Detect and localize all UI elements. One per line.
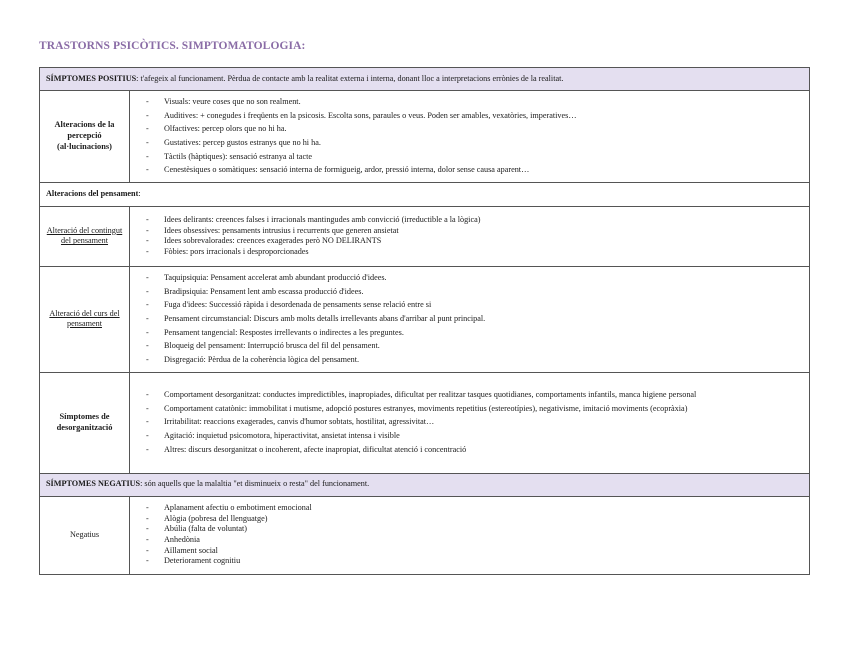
list-item: - Olfactives: percep olors que no hi ha. <box>146 124 805 135</box>
list-item: - Abúlia (falta de voluntat) <box>146 524 805 535</box>
list-item: - Fòbies: pors irracionals i desproporcionades <box>146 247 805 258</box>
content-thought-label-cell <box>40 206 130 266</box>
perception-label: Alteracions de la percepció (al·lucinacions) <box>40 91 130 183</box>
positive-description: : t'afegeix al funcionament. Pèrdua de contacte amb la realitat externa i interna, donant lloc a interpretacions errònies de la realitat. <box>136 73 564 83</box>
list-item: - Bloqueig del pensament: Interrupció brusca del fil del pensament. <box>146 341 805 352</box>
list-item: - Altres: discurs desorganitzat o incoherent, afecte inapropiat, dificultat atenció i concentració <box>146 445 805 456</box>
negative-description: : són aquells que la malaltia "et disminueix o resta" del funcionament. <box>140 479 370 489</box>
disorganization-list <box>146 390 805 455</box>
list-item: - Gustatives: percep gustos estranys que no hi ha. <box>146 138 805 149</box>
negative-heading: SÍMPTOMES NEGATIUS <box>46 479 141 489</box>
list-item: - Idees obsessives: pensaments intrusius i recurrents que generen ansietat <box>146 226 805 237</box>
content-thought-content <box>130 206 810 266</box>
course-thought-list <box>146 273 805 366</box>
disorganization-label: Símptomes de desorganització <box>40 372 130 473</box>
list-item: - Pensament tangencial: Respostes irrellevants o indirectes a les preguntes. <box>146 328 805 339</box>
negatius-content <box>130 496 810 574</box>
negative-header-row <box>40 473 810 496</box>
thought-header-row <box>40 182 810 206</box>
course-thought-label-cell <box>40 266 130 372</box>
list-item: - Anhedònia <box>146 535 805 546</box>
list-item: - Alògia (pobresa del llenguatge) <box>146 514 805 525</box>
list-item: - Auditives: + conegudes i freqüents en la psicosis. Escolta sons, paraules o veus. Poden ser amables, vexatòries, imperatives… <box>146 111 805 122</box>
list-item: - Aïllament social <box>146 546 805 557</box>
content-thought-row <box>40 206 810 266</box>
list-item: - Taquipsiquia: Pensament accelerat amb abundant producció d'idees. <box>146 273 805 284</box>
negatius-list <box>146 503 805 567</box>
list-item: - Bradipsiquia: Pensament lent amb escassa producció d'idees. <box>146 287 805 298</box>
list-item: - Disgregació: Pèrdua de la coherència lògica del pensament. <box>146 355 805 366</box>
page-title: TRASTORNS PSICÒTICS. SIMPTOMATOLOGIA: <box>39 40 306 52</box>
perception-row <box>40 91 810 183</box>
list-item: - Irritabilitat: reaccions exagerades, canvis d'humor sobtats, hostilitat, agressivitat… <box>146 417 805 428</box>
list-item: - Fuga d'idees: Successió ràpida i desordenada de pensaments sense relació entre si <box>146 300 805 311</box>
positive-header-cell <box>40 68 810 91</box>
list-item: - Tàctils (hàptiques): sensació estranya al tacte <box>146 152 805 163</box>
thought-suffix: : <box>138 189 141 199</box>
list-item: - Deteriorament cognitiu <box>146 556 805 567</box>
list-item: - Idees delirants: creences falses i irracionals mantingudes amb convicció (irreductible a la lògica) <box>146 215 805 226</box>
disorganization-row <box>40 372 810 473</box>
list-item: - Comportament catatònic: immobilitat i mutisme, adopció postures estranyes, moviments repetitius (estereotípies), negativisme, imitació moviments (ecopràxia) <box>146 404 805 415</box>
list-item: - Pensament circumstancial: Discurs amb molts detalls irrellevants abans d'arribar al punt principal. <box>146 314 805 325</box>
positive-header-row <box>40 68 810 91</box>
course-thought-row <box>40 266 810 372</box>
list-item: - Aplanament afectiu o embotiment emocional <box>146 503 805 514</box>
list-item: - Idees sobrevalorades: creences exagerades però NO DELIRANTS <box>146 236 805 247</box>
content-thought-list <box>146 215 805 258</box>
negatius-row <box>40 496 810 574</box>
thought-heading: Alteracions del pensament <box>46 189 139 199</box>
perception-content <box>130 91 810 183</box>
list-item: - Visuals: veure coses que no son realment. <box>146 97 805 108</box>
list-item: - Agitació: inquietud psicomotora, hiperactivitat, ansietat intensa i visible <box>146 431 805 442</box>
content-thought-label: Alteració del contingut del pensament <box>46 225 123 246</box>
list-item: - Cenestèsiques o somàtiques: sensació interna de formigueig, ardor, pressió interna, dolor sense causa aparent… <box>146 165 805 176</box>
negative-header-cell <box>40 473 810 496</box>
course-thought-label: Alteració del curs del pensament <box>49 308 120 329</box>
list-item: - Comportament desorganitzat: conductes impredictibles, inapropiades, dificultat per realitzar tasques quotidianes, comportaments infantils, manca higiene personal <box>146 390 805 401</box>
disorganization-content <box>130 372 810 473</box>
symptoms-table <box>39 67 810 575</box>
course-thought-content <box>130 266 810 372</box>
positive-heading: SÍMPTOMES POSITIUS <box>46 73 137 83</box>
negatius-label: Negatius <box>40 496 130 574</box>
thought-header-cell <box>40 182 810 206</box>
perception-list <box>146 97 805 176</box>
